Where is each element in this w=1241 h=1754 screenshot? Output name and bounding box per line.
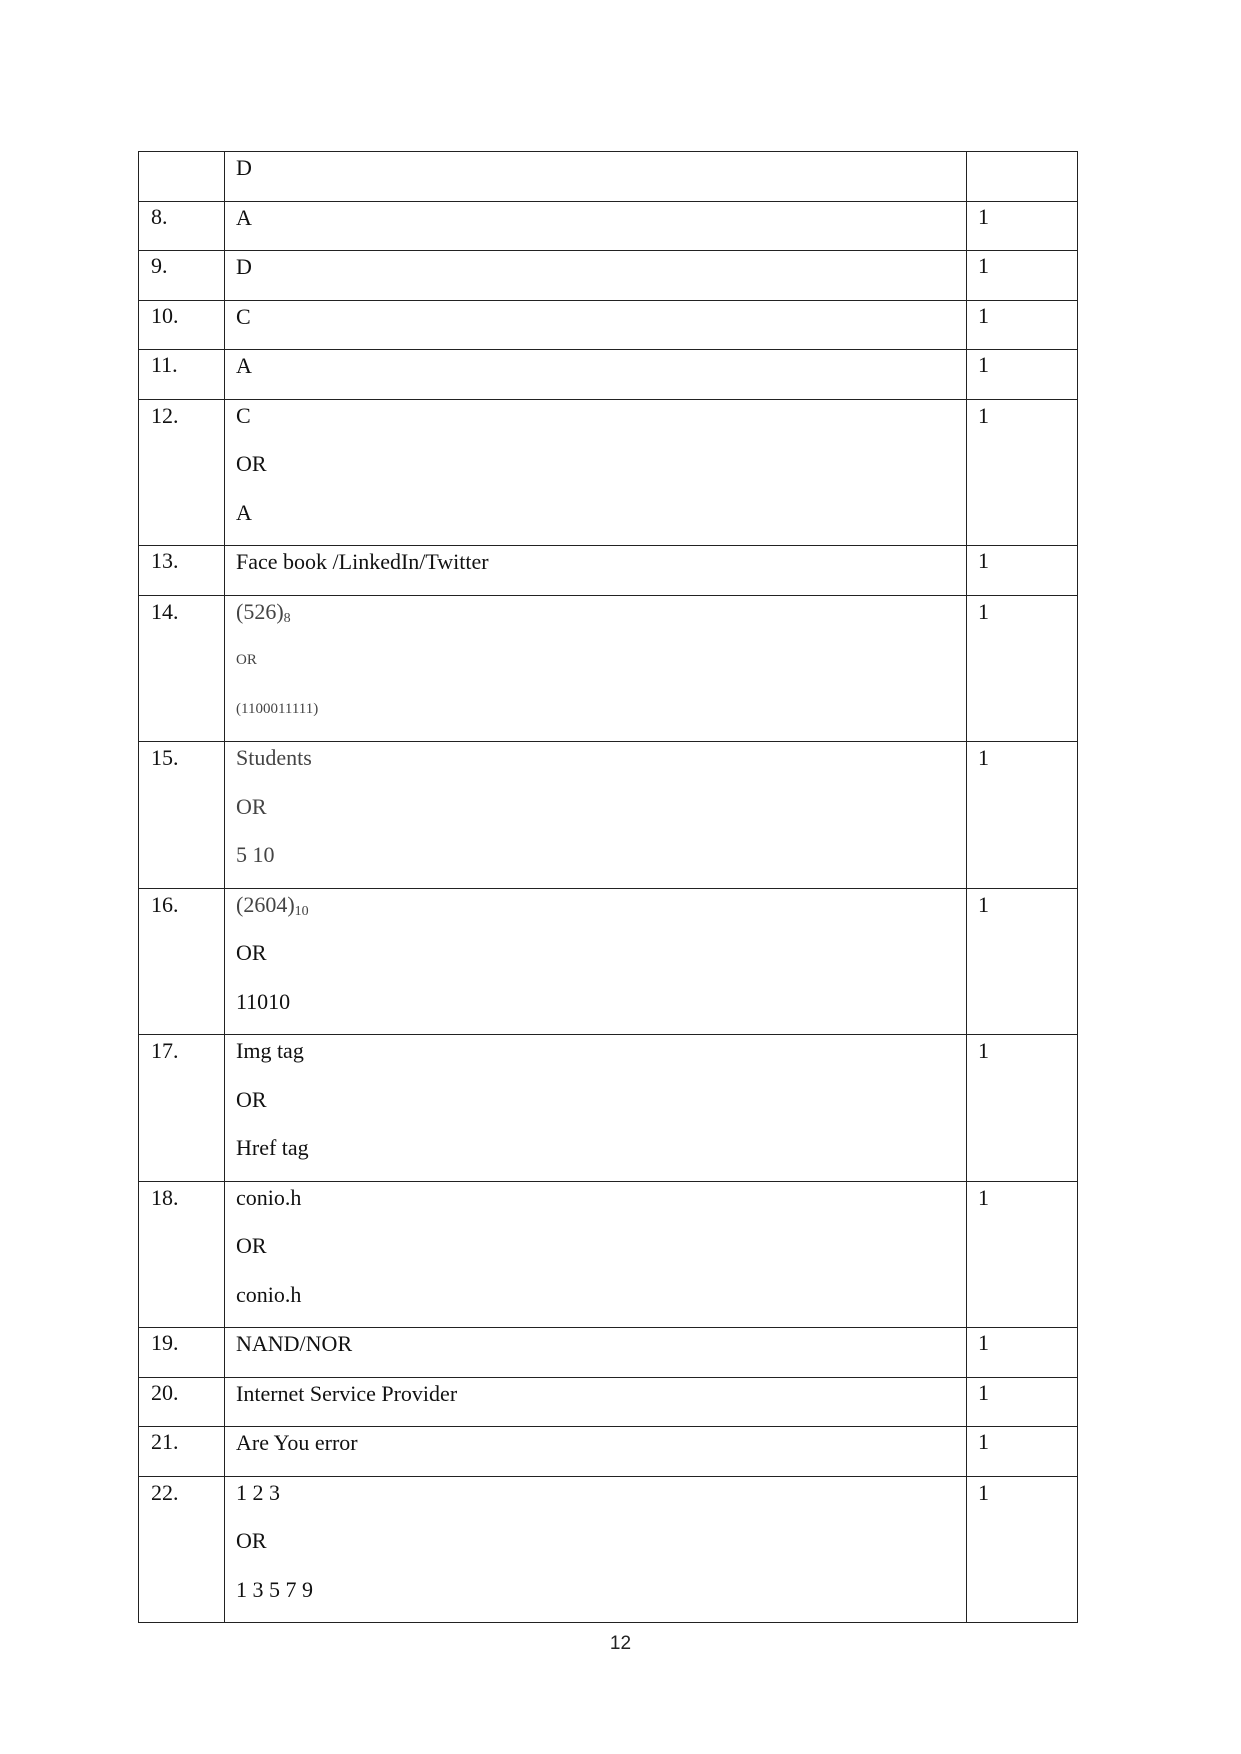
- question-number: 16.: [139, 888, 225, 1035]
- marks-cell: 1: [967, 742, 1078, 889]
- question-number: 11.: [139, 350, 225, 400]
- question-number: 14.: [139, 595, 225, 742]
- page-number: 12: [609, 1633, 632, 1654]
- answer-cell: [225, 1427, 967, 1477]
- answer-alternative: 1 3 5 7 9: [236, 1576, 313, 1602]
- question-number: 15.: [139, 742, 225, 889]
- answer-alternative: (1100011111): [236, 700, 319, 717]
- answer-cell: [225, 1181, 967, 1328]
- answer-key-table: [138, 151, 1078, 1623]
- answer-cell: [225, 152, 967, 202]
- answer-text: Face book /LinkedIn/Twitter: [236, 549, 489, 574]
- table-row: [139, 251, 1078, 301]
- table-row: [139, 350, 1078, 400]
- question-number: 21.: [139, 1427, 225, 1477]
- answer-cell: [225, 1328, 967, 1378]
- base-subscript: 8: [283, 610, 291, 626]
- answer-text: Img tag: [236, 1038, 304, 1063]
- marks-cell: 1: [967, 399, 1078, 546]
- answer-alternative: Href tag: [236, 1135, 309, 1160]
- marks-cell: 1: [967, 595, 1078, 742]
- answer-cell: [225, 251, 967, 301]
- table-row: [139, 1377, 1078, 1427]
- question-number: 22.: [139, 1476, 225, 1623]
- table-row: [139, 546, 1078, 596]
- answer-cell: [225, 888, 967, 1035]
- answer-text: conio.h: [236, 1184, 302, 1210]
- table-row: [139, 1035, 1078, 1182]
- marks-cell: 1: [967, 546, 1078, 596]
- question-number: 9.: [139, 251, 225, 301]
- question-number: 10.: [139, 300, 225, 350]
- or-separator: OR: [236, 793, 267, 819]
- marks-cell: [967, 152, 1078, 202]
- answer-cell: [225, 350, 967, 400]
- question-number: 12.: [139, 399, 225, 546]
- or-separator: OR: [236, 652, 257, 668]
- answer-cell: [225, 201, 967, 251]
- marks-cell: 1: [967, 1476, 1078, 1623]
- or-separator: OR: [236, 1086, 267, 1112]
- answer-alternative: A: [236, 499, 252, 525]
- marks-cell: 1: [967, 300, 1078, 350]
- answer-text: 1 2 3: [236, 1479, 280, 1505]
- answer-alternative: 11010: [236, 988, 291, 1014]
- answer-text: A: [236, 204, 252, 230]
- marks-cell: 1: [967, 1035, 1078, 1182]
- question-number: 18.: [139, 1181, 225, 1328]
- answer-text: $(526)_8$: [236, 598, 291, 626]
- marks-cell: 1: [967, 201, 1078, 251]
- or-separator: OR: [236, 1233, 267, 1258]
- marks-cell: 1: [967, 1328, 1078, 1378]
- marks-cell: 1: [967, 888, 1078, 1035]
- table-row: [139, 1476, 1078, 1623]
- answer-alternative: 5 10: [236, 842, 275, 867]
- question-number: 13.: [139, 546, 225, 596]
- answer-alternative: conio.h: [236, 1281, 302, 1307]
- answer-cell: [225, 742, 967, 889]
- answer-text: C: [236, 303, 251, 329]
- marks-cell: 1: [967, 251, 1078, 301]
- answer-text: Students: [236, 745, 312, 770]
- answer-cell: [225, 1476, 967, 1623]
- answer-text: D: [236, 254, 252, 279]
- table-row: [139, 1328, 1078, 1378]
- or-separator: OR: [236, 1528, 267, 1553]
- answer-text: D: [236, 155, 252, 180]
- question-number: [139, 152, 225, 202]
- marks-cell: 1: [967, 350, 1078, 400]
- marks-cell: 1: [967, 1427, 1078, 1477]
- answer-text: NAND/NOR: [236, 1331, 353, 1356]
- answer-cell: [225, 399, 967, 546]
- answer-cell: [225, 595, 967, 742]
- table-row: [139, 300, 1078, 350]
- answer-text: Are You error: [236, 1430, 358, 1455]
- marks-cell: 1: [967, 1181, 1078, 1328]
- answer-cell: [225, 300, 967, 350]
- base-subscript: 10: [294, 903, 309, 919]
- answer-cell: [225, 1377, 967, 1427]
- answer-text: C: [236, 402, 251, 428]
- table-row: [139, 399, 1078, 546]
- question-number: 20.: [139, 1377, 225, 1427]
- question-number: 19.: [139, 1328, 225, 1378]
- table-row: [139, 742, 1078, 889]
- table-row: [139, 888, 1078, 1035]
- question-number: 8.: [139, 201, 225, 251]
- table-row: [139, 1427, 1078, 1477]
- answer-cell: [225, 546, 967, 596]
- or-separator: OR: [236, 451, 267, 476]
- table-row: [139, 1181, 1078, 1328]
- table-row: [139, 595, 1078, 742]
- table-row: [139, 152, 1078, 202]
- answer-text: $(2604)_{10}$: [236, 891, 309, 919]
- or-separator: OR: [236, 940, 267, 965]
- answer-cell: [225, 1035, 967, 1182]
- marks-cell: 1: [967, 1377, 1078, 1427]
- table-row: [139, 201, 1078, 251]
- answer-text: Internet Service Provider: [236, 1380, 458, 1406]
- answer-text: A: [236, 353, 252, 378]
- question-number: 17.: [139, 1035, 225, 1182]
